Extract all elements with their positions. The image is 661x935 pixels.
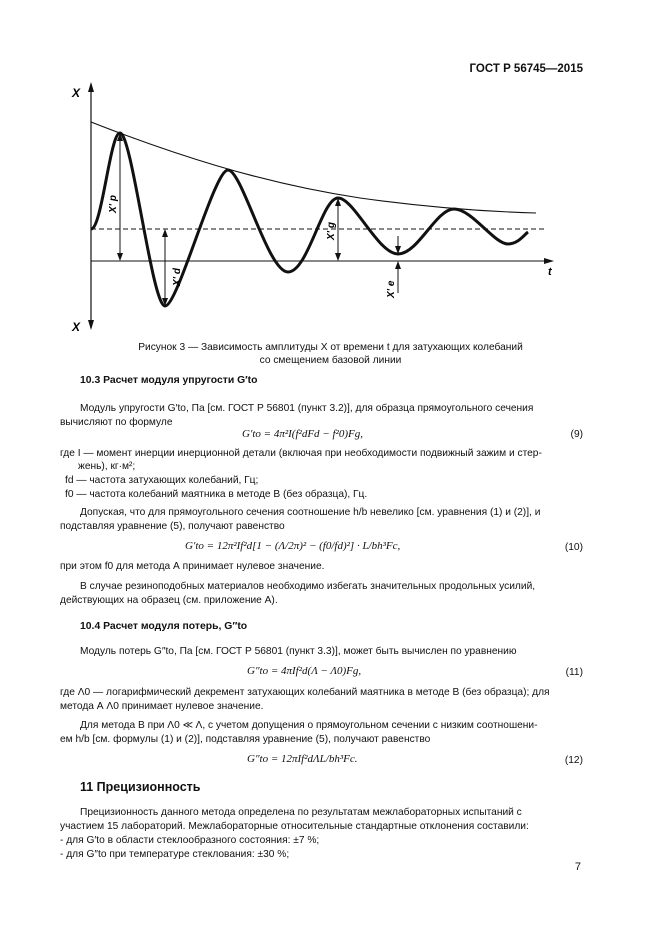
s103-paragraph-1-line-2: вычисляют по формуле xyxy=(60,417,173,428)
s104-paragraph-3-line-1: Для метода В при Λ0 ≪ Λ, с учетом допущения о прямоугольном сечении с низким соотношени- xyxy=(80,720,538,731)
label-xp: X' p xyxy=(108,195,119,213)
s104-paragraph-2-line-2: метода А Λ0 принимает нулевое значение. xyxy=(60,701,264,712)
y-axis-arrow-bottom xyxy=(88,320,94,330)
y-axis-arrow-top xyxy=(88,82,94,92)
s103-where-line-1: где I — момент инерции инерционной детали (включая при необходимости подвижный зажим и стер- xyxy=(60,448,542,459)
equation-10: G′to = 12π²If²d[1 − (Λ/2π)² − (f0/fd)²] · L/bh³Fc, xyxy=(185,540,401,552)
s103-paragraph-2-line-2: подставляя уравнение (5), получают равенство xyxy=(60,521,285,532)
s104-paragraph-3-line-2: ем h/b [см. формулы (1) и (2)], подставляя уравнение (5), получают равенство xyxy=(60,734,431,745)
equation-9: G′to = 4π²I(f²dFd − f²0)Fg, xyxy=(242,428,363,440)
s103-paragraph-4-line-2: действующих на образец (см. приложение А). xyxy=(60,595,278,606)
label-xd: X' d xyxy=(172,268,183,286)
page-number: 7 xyxy=(574,861,581,873)
s11-paragraph-1-line-1: Прецизионность данного метода определена по результатам межлабораторных испытаний с xyxy=(80,807,522,818)
equation-11: G″to = 4πIf²d(Λ − Λ0)Fg, xyxy=(247,665,362,677)
s103-paragraph-3: при этом f0 для метода А принимает нулевое значение. xyxy=(60,561,325,572)
document-code: ГОСТ Р 56745—2015 xyxy=(469,63,583,75)
s11-paragraph-1-line-2: участием 15 лабораторий. Межлабораторные относительные стандартные отклонения составили: xyxy=(60,821,529,832)
s11-list-item-1: - для G′to в области стеклообразного состояния: ±7 %; xyxy=(60,835,320,846)
equation-9-number: (9) xyxy=(570,429,583,440)
axis-x-bottom-label: X xyxy=(72,320,81,334)
figure-caption-line-1: Рисунок 3 — Зависимость амплитуды X от времени t для затухающих колебаний xyxy=(138,342,523,353)
equation-12-number: (12) xyxy=(564,755,583,766)
section-10-4-title: 10.4 Расчет модуля потерь, G″to xyxy=(80,621,248,632)
axis-x-top-label: X xyxy=(72,86,81,100)
s103-paragraph-4-line-1: В случае резиноподобных материалов необходимо избегать значительных продольных усилий, xyxy=(80,581,536,592)
equation-12: G″to = 12πIf²dΛL/bh³Fc. xyxy=(247,753,358,765)
section-10-3-title: 10.3 Расчет модуля упругости G′to xyxy=(80,375,258,386)
t-axis-arrow xyxy=(544,258,554,264)
equation-10-number: (10) xyxy=(564,542,583,553)
s104-paragraph-2-line-1: где Λ0 — логарифмический декремент затухающих колебаний маятника в методе В (без образца); для xyxy=(60,687,550,698)
envelope-curve xyxy=(91,122,536,213)
s103-where-line-4: f0 — частота колебаний маятника в методе В (без образца), Гц. xyxy=(65,489,368,500)
s103-where-line-3: fd — частота затухающих колебаний, Гц; xyxy=(65,475,259,486)
axis-t-label: t xyxy=(548,266,552,278)
section-11-title: 11 Прецизионность xyxy=(80,780,201,794)
s104-paragraph-1: Модуль потерь G″to, Па [см. ГОСТ Р 56801 (пункт 3.3)], может быть вычислен по уравнению xyxy=(80,646,517,657)
label-xe: X' e xyxy=(386,280,397,298)
s103-where-line-2: жень), кг·м²; xyxy=(78,461,136,472)
label-xg: X' g xyxy=(326,222,337,240)
s11-list-item-2: - для G″to при температуре стеклования: ±30 %; xyxy=(60,849,290,860)
s103-paragraph-2-line-1: Допуская, что для прямоугольного сечения соотношение h/b невелико [см. уравнения (1) и (2)], и xyxy=(80,507,541,518)
s103-paragraph-1-line-1: Модуль упругости G′to, Па [см. ГОСТ Р 56801 (пункт 3.2)], для образца прямоугольного сечения xyxy=(80,403,534,414)
figure-caption-line-2: со смещением базовой линии xyxy=(259,355,402,366)
damped-oscillation-figure xyxy=(60,78,570,338)
equation-11-number: (11) xyxy=(565,667,583,678)
oscillation-curve xyxy=(91,133,528,306)
